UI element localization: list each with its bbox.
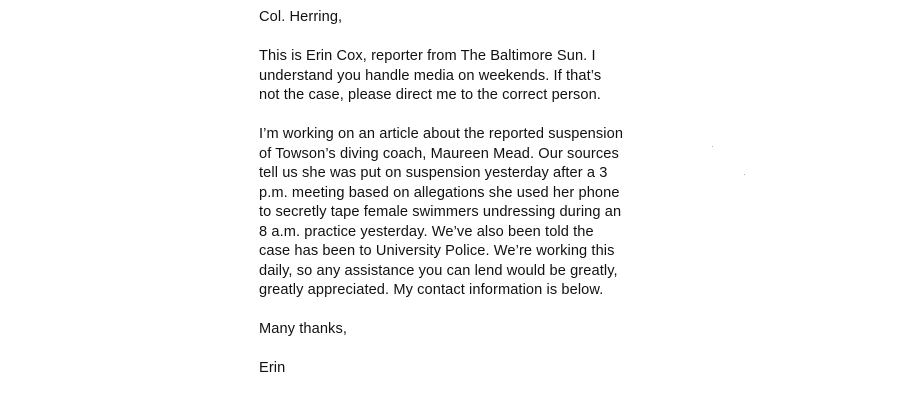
article-line: daily, so any assistance you can lend would be greatly, — [259, 262, 618, 279]
paragraph-spacer — [259, 106, 679, 126]
article-line: 8 a.m. practice yesterday. We’ve also been told the — [259, 223, 594, 240]
scan-speck — [744, 174, 745, 175]
intro-line: understand you handle media on weekends. If that’s — [259, 67, 602, 84]
article-paragraph — [259, 125, 679, 301]
article-line: p.m. meeting based on allegations she used her phone — [259, 184, 620, 201]
article-line: to secretly tape female swimmers undressing during an — [259, 204, 622, 220]
salutation: Col. Herring, — [259, 9, 343, 25]
paragraph-spacer — [259, 340, 679, 360]
article-line: of Towson’s diving coach, Maureen Mead. Our sources — [259, 145, 619, 162]
article-line: tell us she was put on suspension yesterday after a 3 — [259, 165, 608, 181]
signature: Erin — [259, 360, 286, 376]
scan-speck — [712, 146, 713, 147]
article-line: I’m working on an article about the reported suspension — [259, 126, 624, 142]
intro-line: not the case, please direct me to the correct person. — [259, 87, 601, 103]
paragraph-spacer — [259, 28, 679, 48]
email-letter-body — [259, 8, 679, 379]
article-line: greatly appreciated. My contact information is below. — [259, 282, 604, 298]
article-line: case has been to University Police. We’re working this — [259, 243, 615, 259]
paragraph-spacer — [259, 301, 679, 321]
intro-line: This is Erin Cox, reporter from The Baltimore Sun. I — [259, 48, 596, 64]
closing: Many thanks, — [259, 321, 347, 337]
intro-paragraph — [259, 47, 679, 106]
